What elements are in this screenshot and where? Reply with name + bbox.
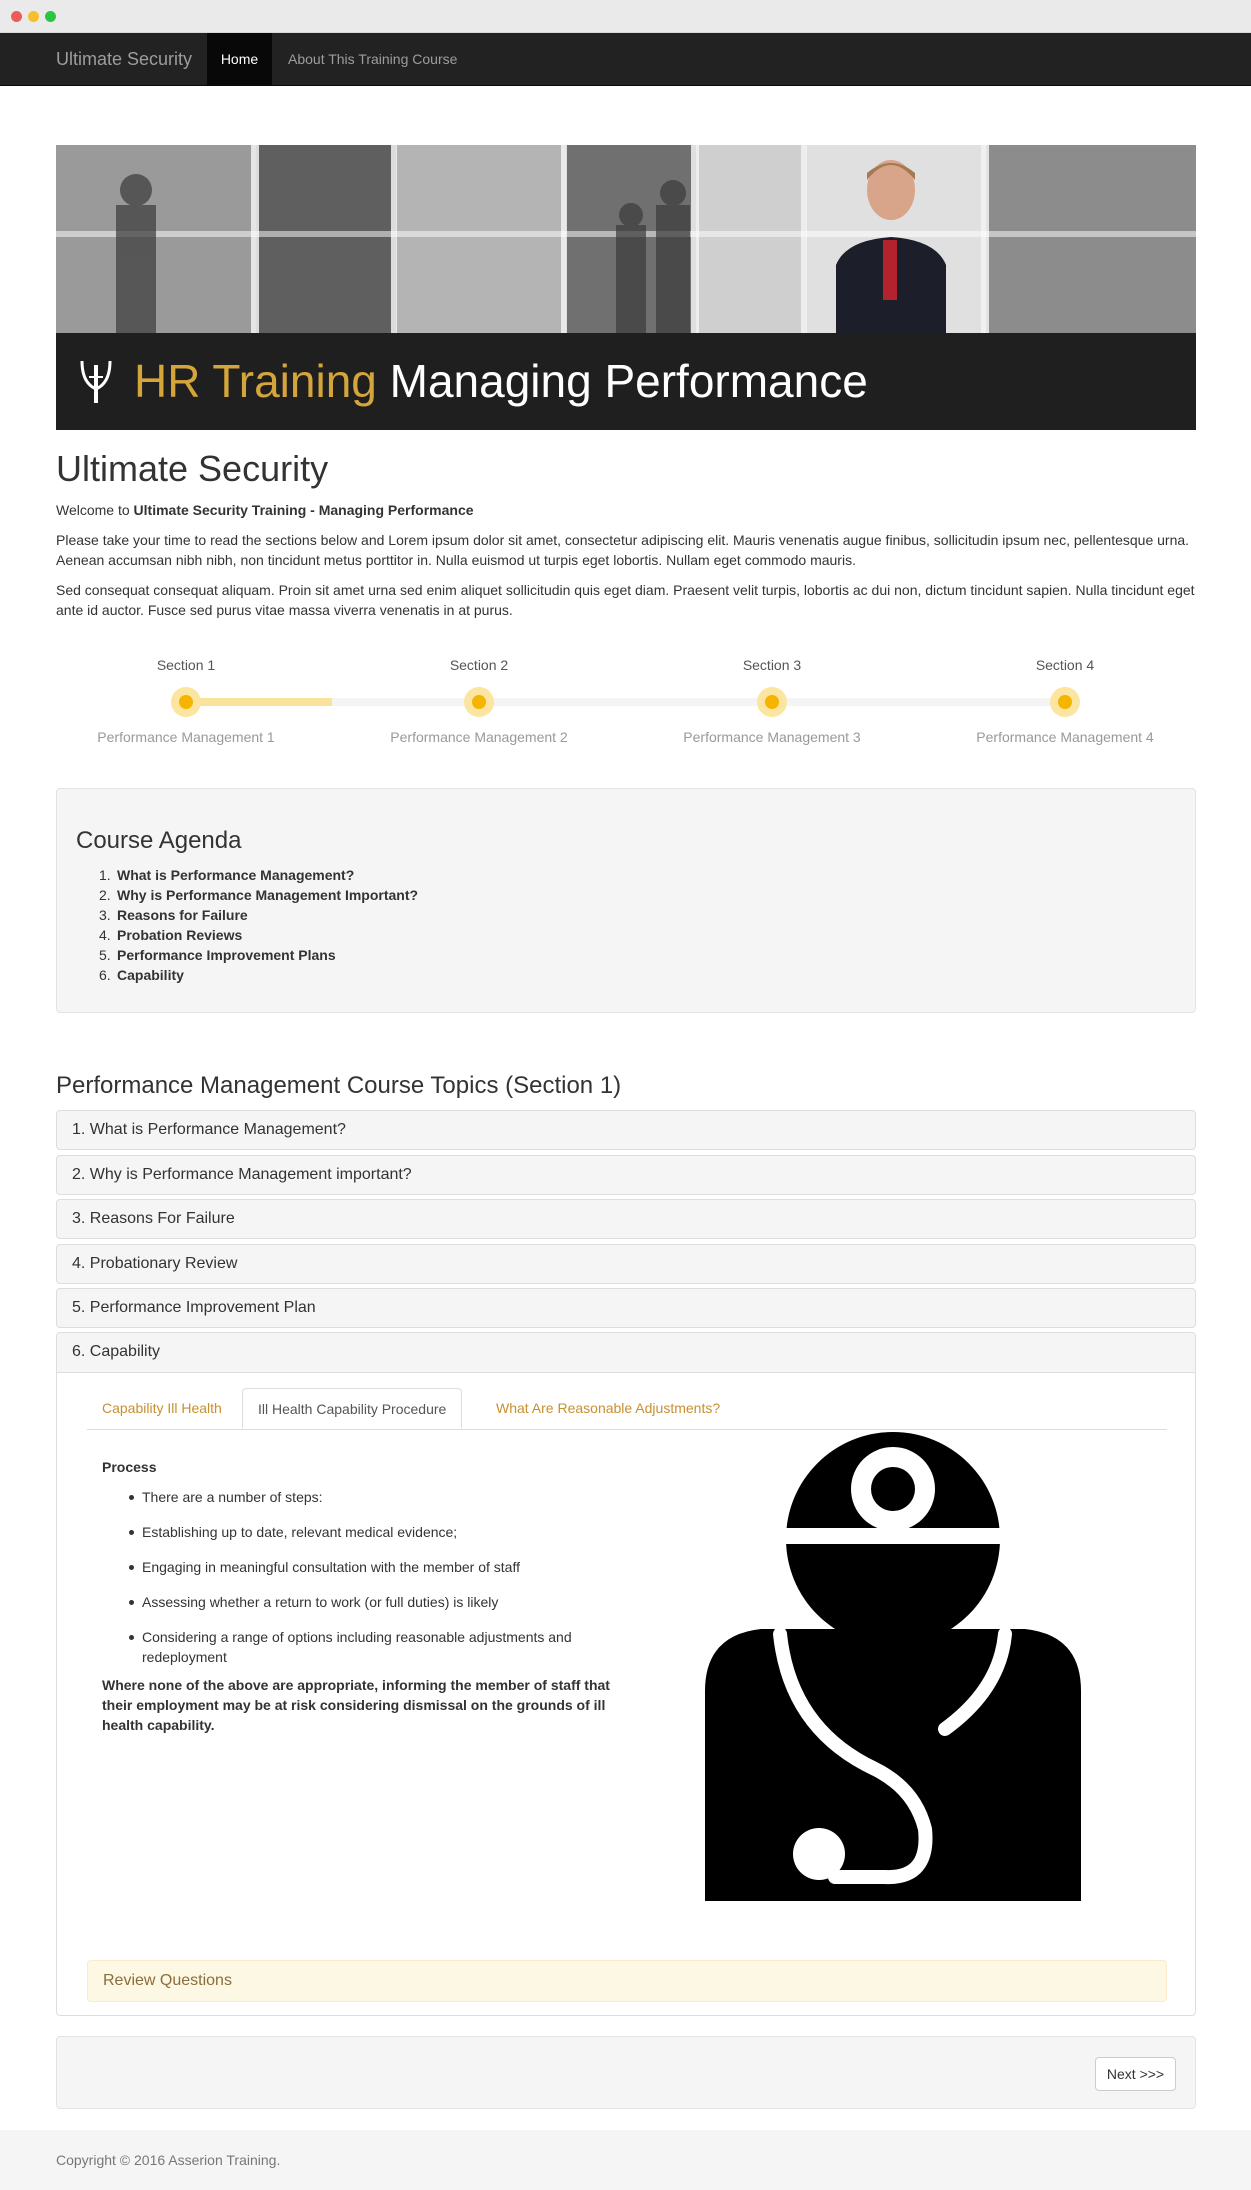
- agenda-item: 6. Capability: [99, 967, 184, 983]
- section-progress-tracker: [56, 655, 1196, 755]
- close-window-icon[interactable]: [11, 11, 22, 22]
- accordion-panel-1[interactable]: 1. What is Performance Management?: [56, 1110, 1196, 1150]
- banner-title-text: Managing Performance: [389, 355, 868, 407]
- process-heading: Process: [102, 1459, 157, 1475]
- nav-item-about[interactable]: About This Training Course: [288, 51, 458, 67]
- progress-step-3[interactable]: [626, 655, 918, 745]
- accordion-panel-2[interactable]: 2. Why is Performance Management important?: [56, 1155, 1196, 1195]
- process-bullet: Engaging in meaningful consultation with the member of staff: [129, 1557, 622, 1577]
- accordion-panel-6-expanded: [56, 1332, 1196, 2016]
- process-content: [102, 1459, 622, 1735]
- page-footer: [0, 2130, 1251, 2190]
- banner-photo: [56, 145, 1196, 333]
- step-marker[interactable]: [1050, 687, 1080, 717]
- process-bullet: There are a number of steps:: [129, 1487, 622, 1507]
- process-bullet: Establishing up to date, relevant medical evidence;: [129, 1522, 622, 1542]
- shield-logo-icon: [78, 359, 114, 405]
- accordion-panel-3[interactable]: 3. Reasons For Failure: [56, 1199, 1196, 1239]
- step-marker[interactable]: [757, 687, 787, 717]
- step-label: Section 1: [156, 657, 216, 673]
- pager-bar: [56, 2036, 1196, 2109]
- banner-heading: [134, 333, 868, 430]
- process-list: [129, 1487, 622, 1667]
- nav-item-home[interactable]: Home: [207, 33, 272, 86]
- accordion-panel-5[interactable]: 5. Performance Improvement Plan: [56, 1288, 1196, 1328]
- maximize-window-icon[interactable]: [45, 11, 56, 22]
- step-subtitle: Performance Management 4: [976, 729, 1154, 745]
- process-note: Where none of the above are appropriate, informing the member of staff that their employment may be at risk considering dismissal on the grounds of ill health capability.: [102, 1677, 610, 1733]
- tab-ill-health-procedure[interactable]: Ill Health Capability Procedure: [242, 1388, 462, 1429]
- step-subtitle: Performance Management 1: [97, 729, 275, 745]
- review-questions-panel[interactable]: Review Questions: [87, 1960, 1167, 2002]
- doctor-icon: [705, 1429, 1081, 1901]
- agenda-item: 1. What is Performance Management?: [99, 867, 355, 883]
- intro-paragraph-1: Please take your time to read the sections below and Lorem ipsum dolor sit amet, consectetur adipiscing elit. Mauris venenatis augue finibus, sollicitudin ipsum nec, pellentesque urna. Aenean accumsan nibh nibh, non tincidunt metus porttitor in. Nulla euismod ut turpis eget lobortis. Nullam eget commodo mauris.: [56, 532, 1190, 568]
- banner-title-bar: [56, 333, 1196, 430]
- step-subtitle: Performance Management 3: [683, 729, 861, 745]
- agenda-item: 2. Why is Performance Management Important?: [99, 887, 419, 903]
- topics-heading: Performance Management Course Topics (Section 1): [56, 1072, 622, 1099]
- tab-capability-ill-health[interactable]: Capability Ill Health: [102, 1400, 222, 1416]
- next-button[interactable]: Next >>>: [1095, 2057, 1176, 2091]
- page-title: Ultimate Security: [56, 448, 329, 489]
- navbar-brand[interactable]: Ultimate Security: [56, 49, 193, 69]
- agenda-title: Course Agenda: [76, 827, 242, 854]
- step-label: Section 4: [1035, 657, 1095, 673]
- process-bullet: Considering a range of options including reasonable adjustments and redeployment: [129, 1627, 622, 1667]
- progress-step-4[interactable]: [919, 655, 1211, 745]
- step-label: Section 3: [742, 657, 802, 673]
- agenda-item: 4. Probation Reviews: [99, 927, 243, 943]
- minimize-window-icon[interactable]: [28, 11, 39, 22]
- agenda-item: 5. Performance Improvement Plans: [99, 947, 336, 963]
- process-bullet: Assessing whether a return to work (or full duties) is likely: [129, 1592, 622, 1612]
- top-navbar: [0, 33, 1251, 86]
- step-label: Section 2: [449, 657, 509, 673]
- course-agenda: [56, 788, 1196, 1013]
- banner-highlight-text: HR Training: [134, 355, 377, 407]
- intro-paragraph-2: Sed consequat consequat aliquam. Proin sit amet urna sed enim aliquet sollicitudin quis eget diam. Praesent velit turpis, lobortis ac dui non, dictum tincidunt sapien. Nulla tincidunt eget ante id auctor. Fusce sed purus vitae massa viverra venenatis in at purus.: [56, 582, 1195, 618]
- welcome-prefix: Welcome to: [56, 502, 134, 518]
- browser-chrome: [0, 0, 1251, 33]
- welcome-text: [56, 502, 474, 518]
- welcome-course-name: Ultimate Security Training - Managing Performance: [133, 502, 474, 518]
- hero-banner: [56, 145, 1196, 430]
- capability-tabs: [87, 1388, 1167, 1430]
- step-marker[interactable]: [464, 687, 494, 717]
- step-subtitle: Performance Management 2: [390, 729, 568, 745]
- accordion-panel-6[interactable]: 6. Capability: [57, 1333, 1195, 1373]
- tab-reasonable-adjustments[interactable]: What Are Reasonable Adjustments?: [496, 1400, 721, 1416]
- progress-step-1[interactable]: [40, 655, 332, 745]
- accordion-panel-4[interactable]: 4. Probationary Review: [56, 1244, 1196, 1284]
- agenda-item: 3. Reasons for Failure: [99, 907, 248, 923]
- step-marker[interactable]: [171, 687, 201, 717]
- progress-step-2[interactable]: [333, 655, 625, 745]
- agenda-list: [99, 865, 418, 985]
- footer-copyright: Copyright © 2016 Asserion Training.: [56, 2152, 281, 2168]
